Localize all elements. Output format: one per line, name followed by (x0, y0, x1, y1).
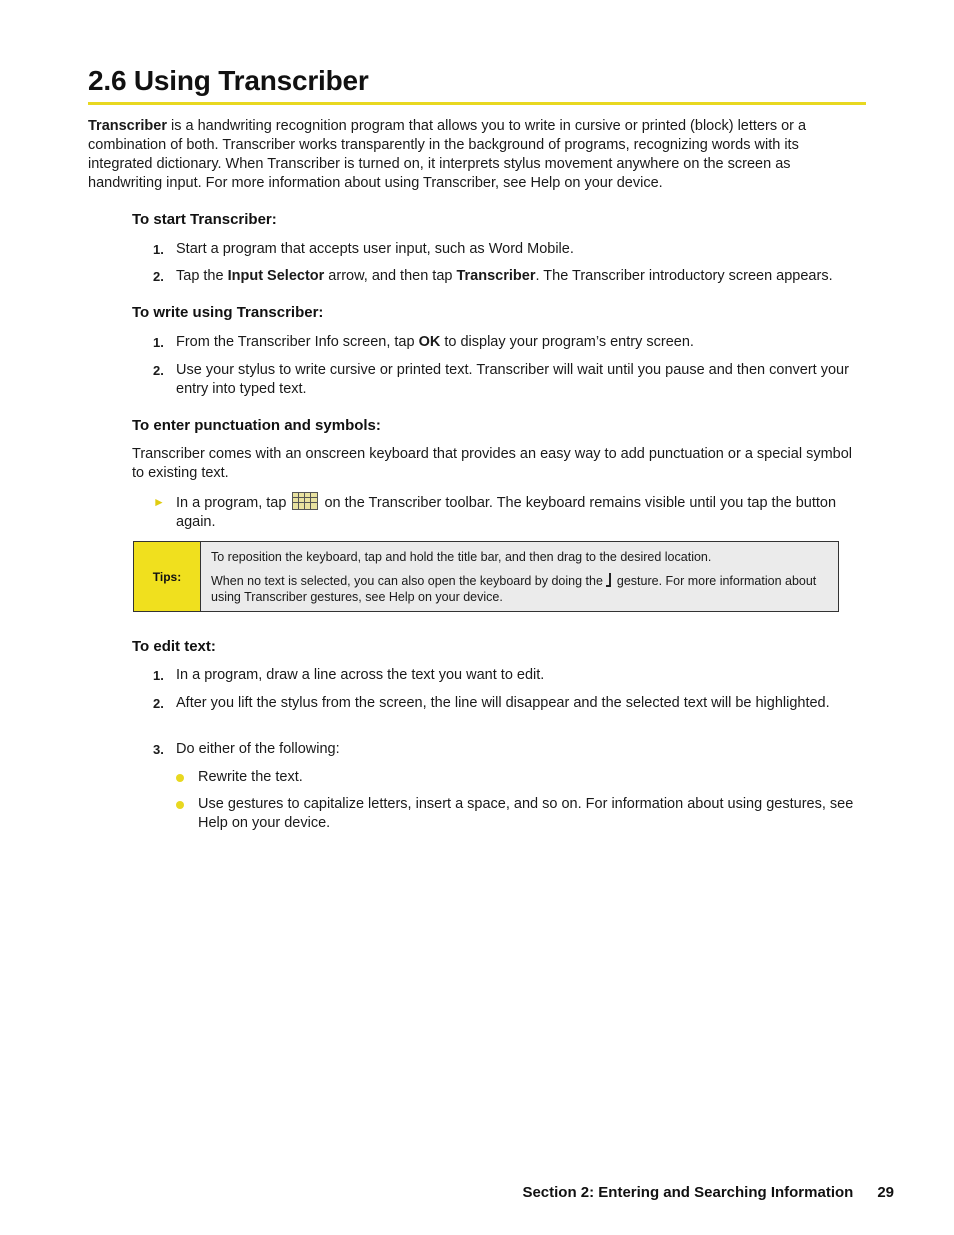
bullet-text: In a program, tap on the Transcriber toolbar. The keyboard remains visible until you tap the button again. (176, 492, 865, 532)
step-number: 2. (153, 696, 164, 711)
tips-label: Tips: (134, 542, 201, 611)
page-number: 29 (877, 1184, 894, 1201)
intro-term: Transcriber (88, 118, 167, 134)
arrow-bullet-icon: ► (153, 495, 165, 509)
start-heading: To start Transcriber: (132, 211, 277, 228)
write-step-1 (153, 333, 863, 352)
page-title: 2.6 Using Transcriber (88, 64, 866, 105)
step-text: Tap the Input Selector arrow, and then tap Transcriber. The Transcriber introductory screen appears. (176, 268, 833, 284)
step-number: 1. (153, 335, 164, 350)
bullet-dot-icon (176, 774, 184, 782)
subitem-text: Rewrite the text. (198, 769, 303, 785)
subitem-text: Use gestures to capitalize letters, insert a space, and so on. For information about using gestures, see Help on your device. (198, 796, 854, 831)
tips-box (133, 541, 839, 612)
ok-term: OK (418, 334, 441, 350)
step-number: 1. (153, 242, 164, 257)
step-text: Use your stylus to write cursive or printed text. Transcriber will wait until you pause and then convert your entry into typed text. (176, 362, 849, 397)
step-text: From the Transcriber Info screen, tap OK to display your program’s entry screen. (176, 334, 694, 350)
start-step-1 (153, 240, 863, 259)
write-heading: To write using Transcriber: (132, 304, 324, 321)
tip-1: To reposition the keyboard, tap and hold the title bar, and then drag to the desired location. (211, 550, 712, 564)
transcriber-term: Transcriber (456, 268, 536, 284)
bullet-dot-icon (176, 801, 184, 809)
step-number: 2. (153, 363, 164, 378)
page-footer (440, 1184, 894, 1201)
edit-heading: To edit text: (132, 638, 216, 655)
punct-paragraph: Transcriber comes with an onscreen keyboard that provides an easy way to add punctuation or a special symbol to existing text. (132, 446, 853, 481)
edit-subitem-2 (176, 795, 856, 833)
intro-paragraph (88, 117, 858, 193)
keyboard-icon (292, 492, 318, 510)
gesture-icon (606, 573, 613, 588)
tip-2: When no text is selected, you can also open the keyboard by doing the gesture. For more information about using Transcriber gestures, see Help on your device. (211, 574, 817, 604)
punct-heading: To enter punctuation and symbols: (132, 417, 381, 434)
edit-step-1 (153, 666, 863, 685)
start-step-2 (153, 267, 863, 286)
footer-section: Section 2: Entering and Searching Information (522, 1184, 854, 1201)
step-text: In a program, draw a line across the text you want to edit. (176, 667, 545, 683)
edit-step-3 (153, 740, 863, 759)
step-number: 3. (153, 742, 164, 757)
tips-content (201, 542, 838, 611)
step-text: Do either of the following: (176, 741, 340, 757)
input-selector-term: Input Selector (227, 268, 325, 284)
step-number: 2. (153, 269, 164, 284)
step-number: 1. (153, 668, 164, 683)
write-step-2 (153, 361, 863, 399)
intro-text: is a handwriting recognition program that allows you to write in cursive or printed (block) letters or a combination of both. Transcriber works transparently in the background of programs, recognizing words with its integrated dictionary. When Transcriber is turned on, it interprets stylus movement anywhere on the screen as handwriting input. For more information about using Transcriber, see Help on your device. (88, 118, 807, 191)
step-text: After you lift the stylus from the screen, the line will disappear and the selected text will be highlighted. (176, 695, 830, 711)
edit-step-2 (153, 694, 863, 713)
punct-bullet (153, 492, 865, 532)
step-text: Start a program that accepts user input, such as Word Mobile. (176, 241, 574, 257)
edit-subitem-1 (176, 768, 856, 787)
